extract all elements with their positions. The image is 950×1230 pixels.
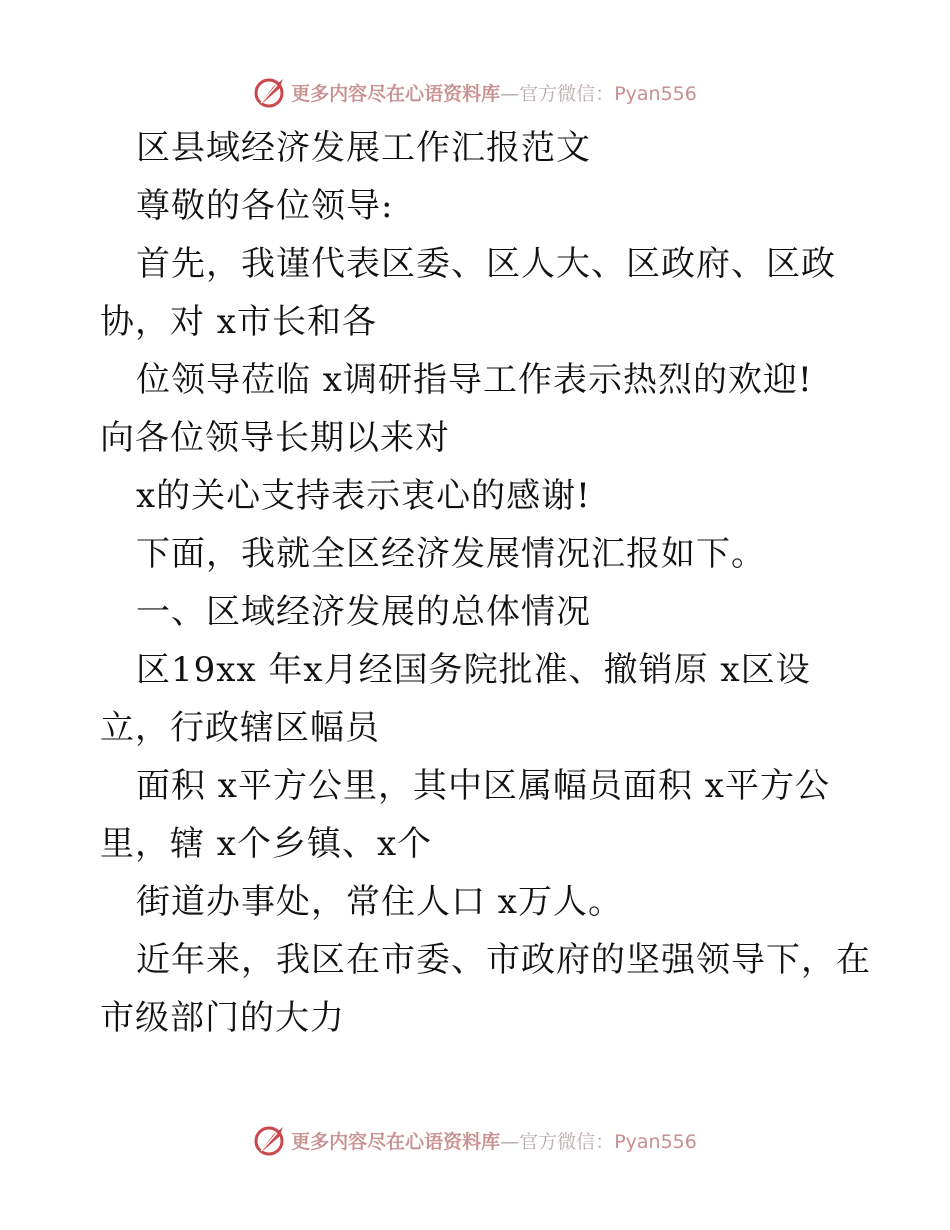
paragraph-line: 尊敬的各位领导: bbox=[136, 186, 394, 226]
watermark-wechat-id: Pyan556 bbox=[614, 1130, 697, 1153]
header-watermark bbox=[0, 72, 950, 112]
paragraph-line: 区19xx 年x月经国务院批准、撤销原 x区设 bbox=[136, 650, 811, 690]
feather-pen-logo-icon bbox=[253, 1123, 287, 1157]
watermark-text bbox=[291, 79, 697, 106]
watermark-text bbox=[291, 1127, 697, 1154]
watermark-wechat-id: Pyan556 bbox=[614, 82, 697, 105]
paragraph-line: 面积 x平方公里，其中区属幅员面积 x平方公 bbox=[136, 766, 830, 806]
paragraph-line: 位领导莅临 x调研指导工作表示热烈的欢迎! bbox=[136, 360, 813, 400]
paragraph-line: 协，对 x市长和各 bbox=[100, 302, 377, 342]
paragraph-line: 里，辖 x个乡镇、x个 bbox=[100, 824, 433, 864]
section-heading: 一、区域经济发展的总体情况 bbox=[136, 592, 591, 632]
watermark-brand: 更多内容尽在心语资料库 bbox=[291, 82, 501, 105]
paragraph-line: 市级部门的大力 bbox=[100, 998, 345, 1038]
paragraph-line: 立，行政辖区幅员 bbox=[100, 708, 380, 748]
watermark-brand: 更多内容尽在心语资料库 bbox=[291, 1130, 501, 1153]
paragraph-line: 首先，我谨代表区委、区人大、区政府、区政 bbox=[136, 244, 836, 284]
paragraph-line: 街道办事处，常住人口 x万人。 bbox=[136, 882, 623, 922]
paragraph-line: 向各位领导长期以来对 bbox=[100, 418, 450, 458]
footer-watermark bbox=[0, 1120, 950, 1160]
paragraph-line: 近年来，我区在市委、市政府的坚强领导下，在 bbox=[136, 940, 871, 980]
feather-pen-logo-icon bbox=[253, 75, 287, 109]
watermark-separator: —官方微信： bbox=[500, 82, 615, 105]
document-title: 区县域经济发展工作汇报范文 bbox=[136, 128, 591, 168]
paragraph-line: x的关心支持表示衷心的感谢! bbox=[136, 476, 591, 516]
paragraph-line: 下面，我就全区经济发展情况汇报如下。 bbox=[136, 534, 766, 574]
watermark-separator: —官方微信： bbox=[500, 1130, 615, 1153]
